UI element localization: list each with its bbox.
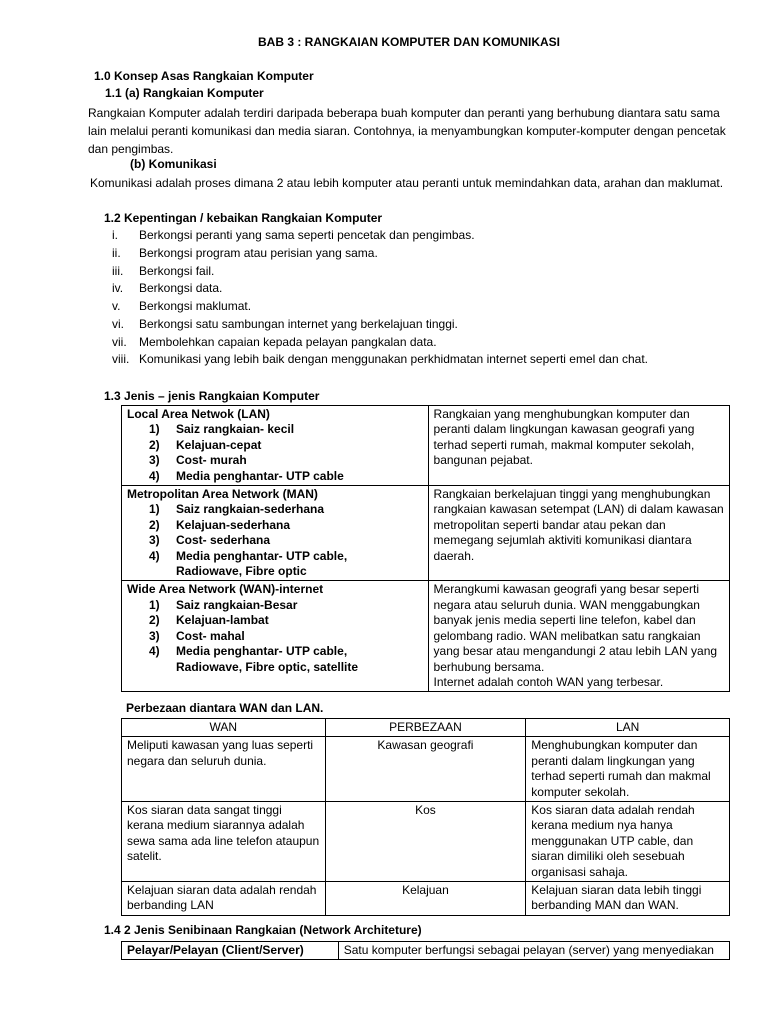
section-1-3-heading: 1.3 Jenis – jenis Rangkaian Komputer [104, 389, 320, 403]
kepentingan-list [112, 227, 648, 369]
wan-cell: Meliputi kawasan yang luas seperti negara dan seluruh dunia. [122, 737, 326, 802]
komunikasi-paragraph: Komunikasi adalah proses dimana 2 atau lebih komputer atau peranti untuk memindahkan data, arahan dan maklumat. [90, 176, 724, 190]
section-1-2-heading: 1.2 Kepentingan / kebaikan Rangkaian Komputer [104, 211, 383, 225]
header-perbezaan: PERBEZAAN [325, 719, 526, 737]
list-item: 2) Kelajuan-cepat [149, 437, 262, 452]
table-row [122, 882, 730, 916]
network-architecture-table [121, 941, 730, 960]
list-item: 1) Saiz rangkaian-sederhana [149, 502, 325, 517]
wan-description: Merangkumi kawasan geografi yang besar seperti negara atau seluruh dunia. WAN menggabungkan banyak jenis media seperti line telefon, kabel dan gelombang radio. WAN melibatkan satu rangkaian yang besar atau mengandungi 2 atau lebih LAN yang berhubung bersama. [433, 582, 718, 674]
table-row [122, 486, 730, 581]
list-item: 3) Cost- murah [149, 453, 247, 468]
table-row [122, 942, 730, 960]
wan-lan-difference-table [121, 718, 730, 916]
list-item: 2) Kelajuan-lambat [149, 613, 269, 628]
man-name: Metropolitan Area Network (MAN) [127, 487, 318, 502]
difference-heading: Perbezaan diantara WAN dan LAN. [126, 701, 324, 715]
list-item: 4) Media penghantar- UTP cable, Radiowave, Fibre optic, satellite [149, 644, 359, 674]
table-row [122, 737, 730, 802]
section-1-0-heading: 1.0 Konsep Asas Rangkaian Komputer [94, 69, 314, 83]
lan-description: Rangkaian yang menghubungkan komputer dan peranti dalam lingkungan kawasan geografi yang terhad seperti rumah, makmal komputer sekolah, bangunan pejabat. [428, 406, 729, 486]
network-types-table [121, 405, 730, 692]
header-lan: LAN [526, 719, 730, 737]
wan-cell: Kelajuan siaran data adalah rendah berbanding LAN [122, 882, 326, 916]
table-row [122, 581, 730, 692]
section-1-1b-heading: (b) Komunikasi [130, 157, 217, 171]
man-description: Rangkaian berkelajuan tinggi yang menghubungkan rangkaian kawasan setempat (LAN) di dalam kawasan metropolitan seperti bandar atau pekan dan memegang sejumlah aktiviti komunikasi diantara daerah. [428, 486, 729, 581]
lan-cell [122, 406, 429, 486]
wan-name: Wide Area Network (WAN)-internet [127, 582, 324, 597]
section-1-1a-heading: 1.1 (a) Rangkaian Komputer [105, 86, 264, 100]
table-row [122, 406, 730, 486]
aspect-cell: Kawasan geografi [325, 737, 526, 802]
header-wan: WAN [122, 719, 326, 737]
rangkaian-komputer-paragraph: Rangkaian Komputer adalah terdiri daripada beberapa buah komputer dan peranti yang berhubung diantara satu sama lain melalui peranti komunikasi dan media siaran. Contohnya, ia menyambungkan komputer-komputer dengan pencetak dan pengimbas. [88, 106, 726, 156]
lan-cell: Menghubungkan komputer dan peranti dalam lingkungan yang terhad seperti rumah dan makmal komputer sekolah. [526, 737, 730, 802]
list-item: 1) Saiz rangkaian- kecil [149, 422, 295, 437]
list-item: 3) Cost- mahal [149, 628, 245, 643]
lan-name: Local Area Netwok (LAN) [127, 407, 270, 421]
man-cell [122, 486, 429, 581]
wan-description-cell [428, 581, 729, 692]
aspect-cell: Kos [325, 802, 526, 882]
list-item: i. Berkongsi peranti yang sama seperti pencetak dan pengimbas. [112, 228, 475, 242]
client-server-label: Pelayar/Pelayan (Client/Server) [122, 942, 339, 960]
lan-cell: Kelajuan siaran data lebih tinggi berbanding MAN dan WAN. [526, 882, 730, 916]
list-item: 4) Media penghantar- UTP cable [149, 468, 344, 483]
aspect-cell: Kelajuan [325, 882, 526, 916]
list-item: iv. Berkongsi data. [112, 281, 223, 296]
list-item: viii. Komunikasi yang lebih baik dengan menggunakan perkhidmatan internet seperti emel dan chat. [112, 352, 648, 367]
list-item: vii. Membolehkan capaian kepada pelayan pangkalan data. [112, 334, 437, 349]
section-1-4-heading: 1.4 2 Jenis Senibinaan Rangkaian (Network Architeture) [104, 923, 422, 937]
wan-cell: Kos siaran data sangat tinggi kerana medium siarannya adalah sewa sama ada line telefon ataupun satelit. [122, 802, 326, 882]
wan-cell [122, 581, 429, 692]
wan-internet-note: Internet adalah contoh WAN yang terbesar. [433, 674, 664, 689]
table-row [122, 802, 730, 882]
client-server-description: Satu komputer berfungsi sebagai pelayan (server) yang menyediakan [338, 942, 729, 960]
list-item: iii. Berkongsi fail. [112, 263, 215, 278]
list-item: 3) Cost- sederhana [149, 533, 271, 548]
list-item: 2) Kelajuan-sederhana [149, 517, 291, 532]
list-item: v. Berkongsi maklumat. [112, 299, 252, 313]
list-item: vi. Berkongsi satu sambungan internet yang berkelajuan tinggi. [112, 316, 458, 331]
list-item: 1) Saiz rangkaian-Besar [149, 597, 298, 612]
list-item: 4) Media penghantar- UTP cable, Radiowave, Fibre optic [149, 548, 348, 579]
list-item: ii. Berkongsi program atau perisian yang sama. [112, 245, 378, 260]
lan-cell: Kos siaran data adalah rendah kerana medium nya hanya menggunakan UTP cable, dan siaran dimiliki oleh sesebuah organisasi sahaja. [526, 802, 730, 882]
page-title: BAB 3 : RANGKAIAN KOMPUTER DAN KOMUNIKASI [258, 35, 560, 49]
table-header-row [122, 719, 730, 737]
